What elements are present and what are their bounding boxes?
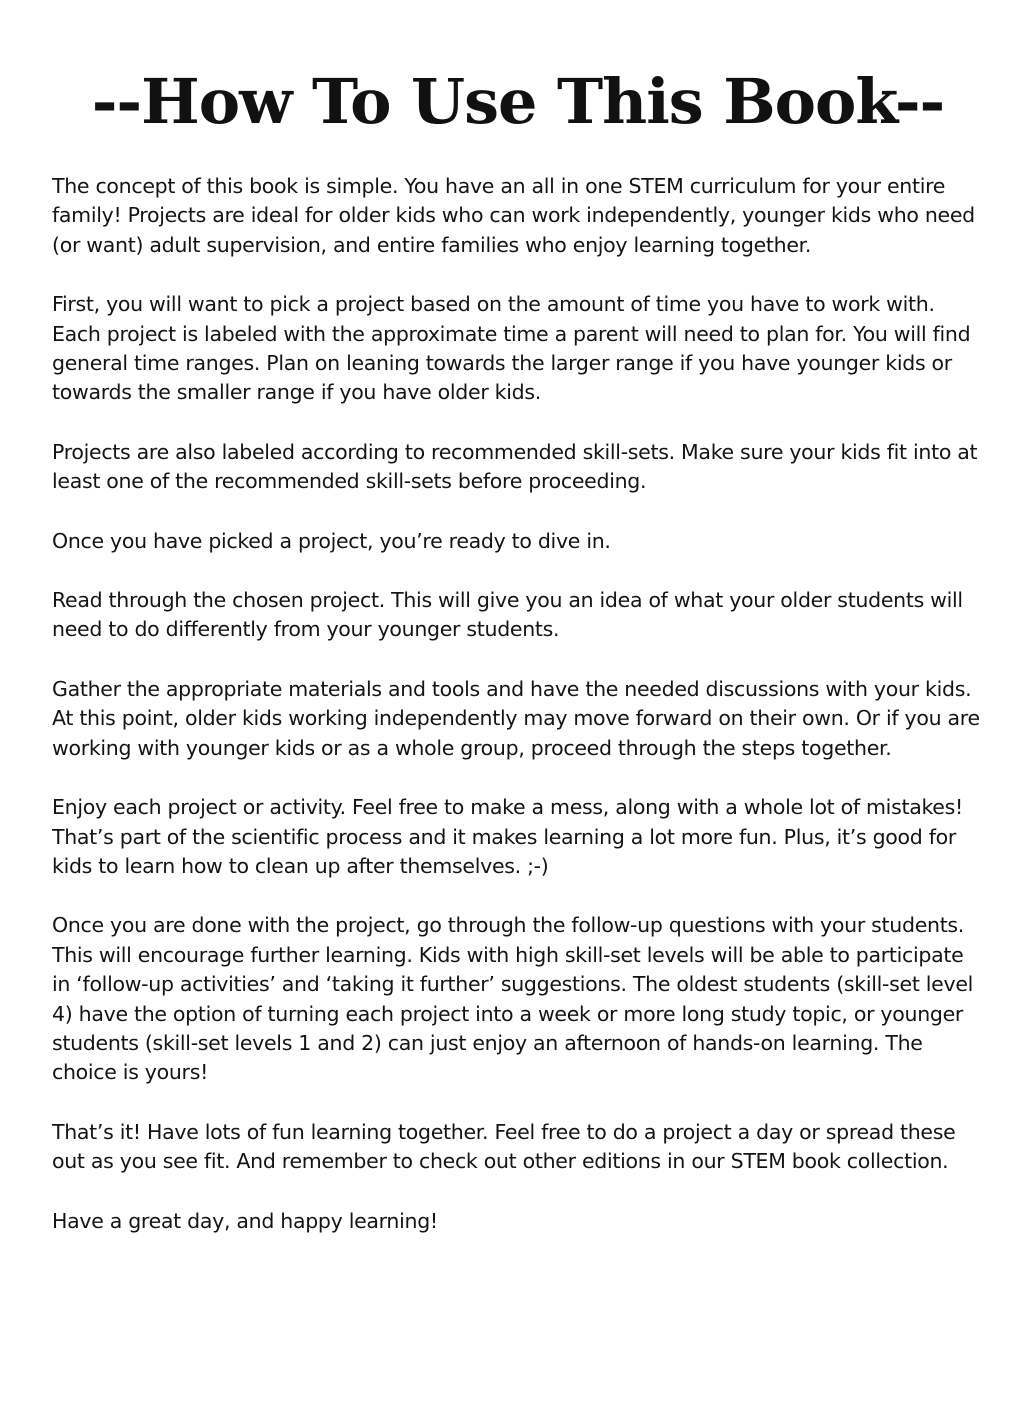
body-text [52, 172, 982, 1236]
paragraph-closing: Have a great day, and happy learning! [52, 1208, 438, 1233]
paragraph-thats-it: That’s it! Have lots of fun learning together. Feel free to do a project a day or spread these out as you see fit. And remember to check out other editions in our STEM book collection. [52, 1119, 956, 1174]
page-title: --How To Use This Book-- [91, 65, 945, 138]
paragraph-enjoy: Enjoy each project or activity. Feel free to make a mess, along with a whole lot of mistakes! That’s part of the scientific process and it makes learning a lot more fun. Plus, it’s good for kids to learn how to clean up after themselves. ;-) [52, 795, 963, 878]
paragraph-skill-sets: Projects are also labeled according to recommended skill-sets. Make sure your kids fit into at least one of the recommended skill-sets before proceeding. [52, 439, 978, 494]
paragraph-dive-in: Once you have picked a project, you’re ready to dive in. [52, 528, 611, 553]
paragraph-follow-up: Once you are done with the project, go through the follow-up questions with your students. This will encourage further learning. Kids with high skill-set levels will be able to participate in ‘follow-up activities’ and ‘taking it further’ suggestions. The oldest students (skill-set level 4) have the option of turning each project into a week or more long study topic, or younger students (skill-set levels 1 and 2) can just enjoy an afternoon of hands-on learning. The choice is yours! [52, 913, 974, 1085]
paragraph-gather-materials: Gather the appropriate materials and tools and have the needed discussions with your kids. At this point, older kids working independently may move forward on their own. Or if you are working with younger kids or as a whole group, proceed through the steps together. [52, 676, 980, 760]
paragraph-pick-project: First, you will want to pick a project based on the amount of time you have to work with. Each project is labeled with the approximate time a parent will need to plan for. You will find general time ranges. Plan on leaning towards the larger range if you have younger kids or towards the smaller range if you have older kids. [52, 292, 971, 405]
paragraph-read-through: Read through the chosen project. This will give you an idea of what your older students will need to do differently from your younger students. [52, 588, 963, 642]
paragraph-concept: The concept of this book is simple. You have an all in one STEM curriculum for your entire family! Projects are ideal for older kids who can work independently, younger kids who need (or want) adult supervision, and entire families who enjoy learning together. [52, 174, 975, 257]
